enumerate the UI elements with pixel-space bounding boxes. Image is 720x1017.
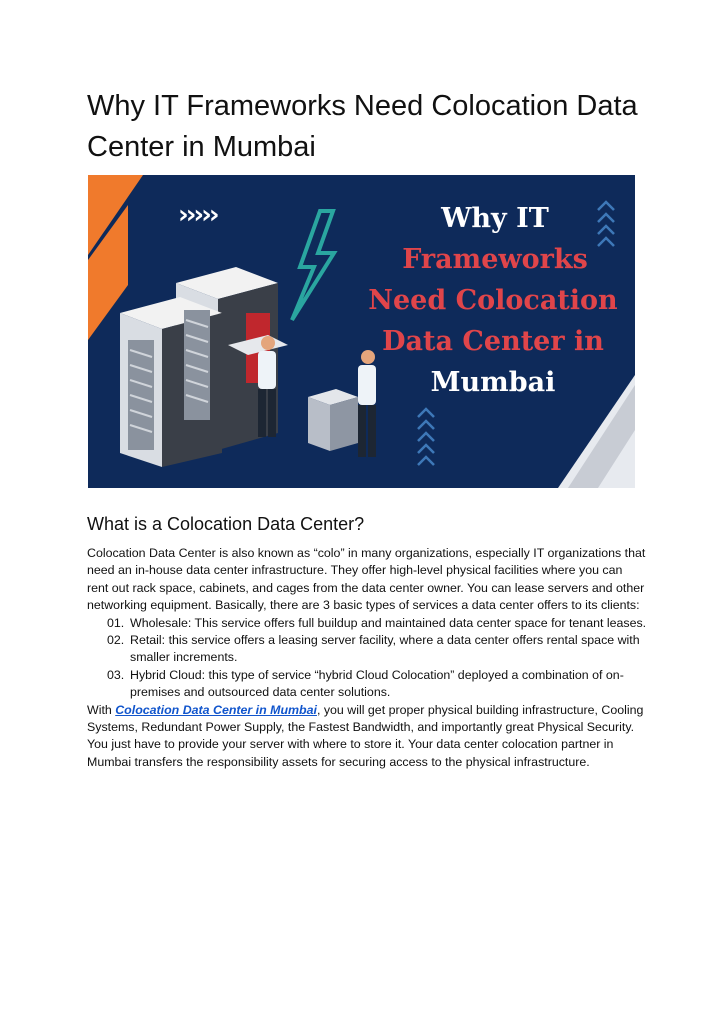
arrows-icon: ›››››	[178, 200, 217, 230]
services-list	[87, 615, 647, 702]
closing-paragraph	[87, 702, 647, 772]
server-stack-illustration	[308, 389, 358, 451]
banner-heading-line1: Why IT	[441, 203, 549, 234]
list-item	[87, 667, 647, 702]
closing-suffix: , you will get proper physical building infrastructure, Cooling Systems, Redundant Power Supply, the Fastest Bandwidth, and importantly great Physical Security. You just have to provide your server with where to store it. Your data center colocation partner in Mumbai transfers the responsibility assets for securing access to the physical infrastructure.	[87, 702, 644, 769]
list-item	[87, 632, 647, 667]
list-item	[87, 615, 647, 632]
list-item-number: 03.	[107, 667, 125, 682]
list-item-number: 02.	[107, 633, 125, 648]
list-item-text: Retail: this service offers a leasing server facility, where a data center offers rental space with smaller increments.	[130, 633, 640, 665]
banner-heading-line3: Need Colocation	[368, 285, 618, 316]
list-item-number: 01.	[107, 615, 125, 630]
section-body	[87, 545, 647, 771]
list-item-text: Hybrid Cloud: this type of service “hybrid Cloud Colocation” deployed a combination of on-premises and outsourced data center solutions.	[130, 667, 624, 700]
banner-heading-line2: Frameworks	[402, 244, 588, 275]
closing-prefix: With	[87, 702, 116, 717]
banner-heading-line5: Mumbai	[430, 367, 556, 398]
section-heading: What is a Colocation Data Center?	[87, 514, 365, 534]
banner-image	[88, 175, 635, 488]
page-title: Why IT Frameworks Need Colocation Data Center in Mumbai	[87, 90, 638, 163]
list-item-text: Wholesale: This service offers full buildup and maintained data center space for tenant leases.	[130, 615, 647, 630]
banner-heading-line4: Data Center in	[382, 326, 604, 357]
colocation-mumbai-link[interactable]: Colocation Data Center in Mumbai	[115, 702, 317, 717]
intro-paragraph: Colocation Data Center is also known as “colo” in many organizations, especially IT organizations that need an in-house data center infrastructure. They offer high-level physical facilities where you can rent out rack space, cabinets, and cages from the data center owner. You can lease servers and other networking equipment. Basically, there are 3 basic types of services a data center offers to its clients:	[87, 546, 646, 613]
